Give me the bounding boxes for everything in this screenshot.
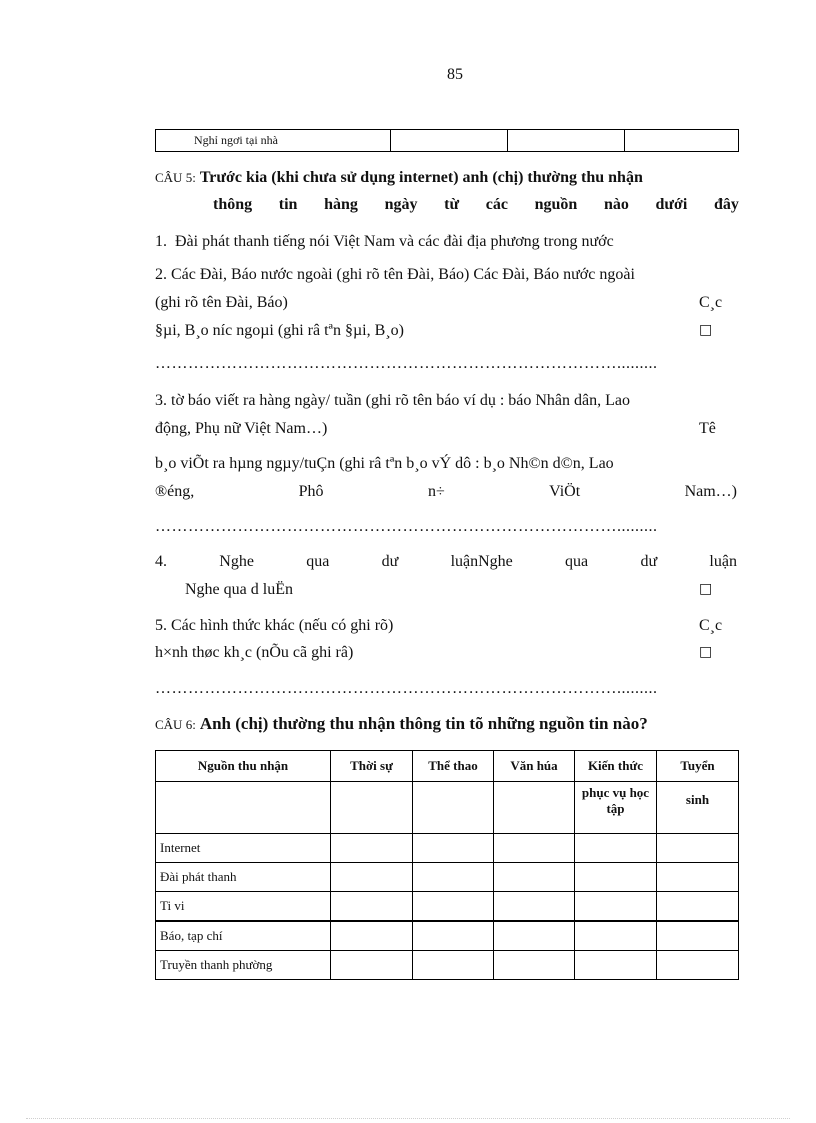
checkbox-icon[interactable]: □ [699,644,713,660]
table-row: Internet [156,834,739,863]
page-number: 85 [447,66,463,83]
q5-option-3-line1: 3. tờ báo viết ra hàng ngày/ tuần (ghi rõ tên báo ví dụ : báo Nhân dân, Lao [155,392,630,409]
q5-option-2-line3: §µi, B¸o níc ngoµi (ghi râ tªn §µi, B¸o) [155,322,404,339]
table-row: Truyền thanh phường [156,951,739,980]
q5-label: CÂU 5: [155,170,196,185]
page-bottom-divider [26,1118,790,1119]
table-row: Báo, tạp chí [156,921,739,951]
table-row: Ti vi [156,892,739,922]
q5-title-line1: Trước kia (khi chưa sử dụng internet) anh (chị) thường thu nhận [199,169,643,186]
q6-subheader-row: phục vụ học tập sinh [156,782,739,834]
q6-table [155,750,739,980]
q5-option-3-line3: b¸o viÕt ra hµng ngµy/tuÇn (ghi râ tªn b¸o vÝ dô : b¸o Nh©n d©n, Lao [155,455,614,472]
q5-option-2-right: C¸c [699,294,723,311]
top-table-row-label: Nghỉ ngơi tại nhà [156,130,391,152]
q5-option-3-line2: động, Phụ nữ Việt Nam…) [155,420,328,437]
q5-title-line2: thông tin hàng ngày từ các nguồn nào dưới đây [213,196,739,213]
q5-dots-1: …………………………………………………………………………......... [155,355,658,372]
q5-option-4-line2: Nghe qua d luËn [185,581,293,598]
q5-option-3-line4: ®éng, Phô n÷ ViÖt Nam…) [155,483,737,500]
q5-option-2-line1: 2. Các Đài, Báo nước ngoài (ghi rõ tên Đài, Báo) Các Đài, Báo nước ngoài [155,266,635,283]
q6-title: Anh (chị) thường thu nhận thông tin tõ những nguồn tin nào? [199,714,648,733]
q6-header-row: Nguồn thu nhận Thời sự Thể thao Văn húa Kiến thức Tuyển [156,751,739,782]
table-row: Đài phát thanh [156,863,739,892]
q6-label: CÂU 6: [155,717,196,732]
q5-option-5-line2: h×nh thøc kh¸c (nÕu cã ghi râ) [155,644,354,661]
top-table [155,129,739,152]
q5-option-2-line2: (ghi rõ tên Đài, Báo) [155,294,288,311]
q6-heading [155,714,648,734]
q5-dots-2: …………………………………………………………………………......... [155,518,658,535]
checkbox-icon[interactable]: □ [699,322,713,338]
q5-option-1: 1. Đài phát thanh tiếng nói Việt Nam và các đài địa phương trong nước [155,233,614,250]
q5-heading [155,169,745,187]
q5-option-4-line1: 4. Nghe qua dư luậnNghe qua dư luận [155,553,737,570]
q5-option-5-line1: 5. Các hình thức khác (nếu có ghi rõ) [155,617,394,634]
checkbox-icon[interactable]: □ [699,581,713,597]
q5-dots-3: …………………………………………………………………………......... [155,680,658,697]
q5-option-5-right: C¸c [699,617,723,634]
q5-option-3-right: Tê [699,420,716,437]
